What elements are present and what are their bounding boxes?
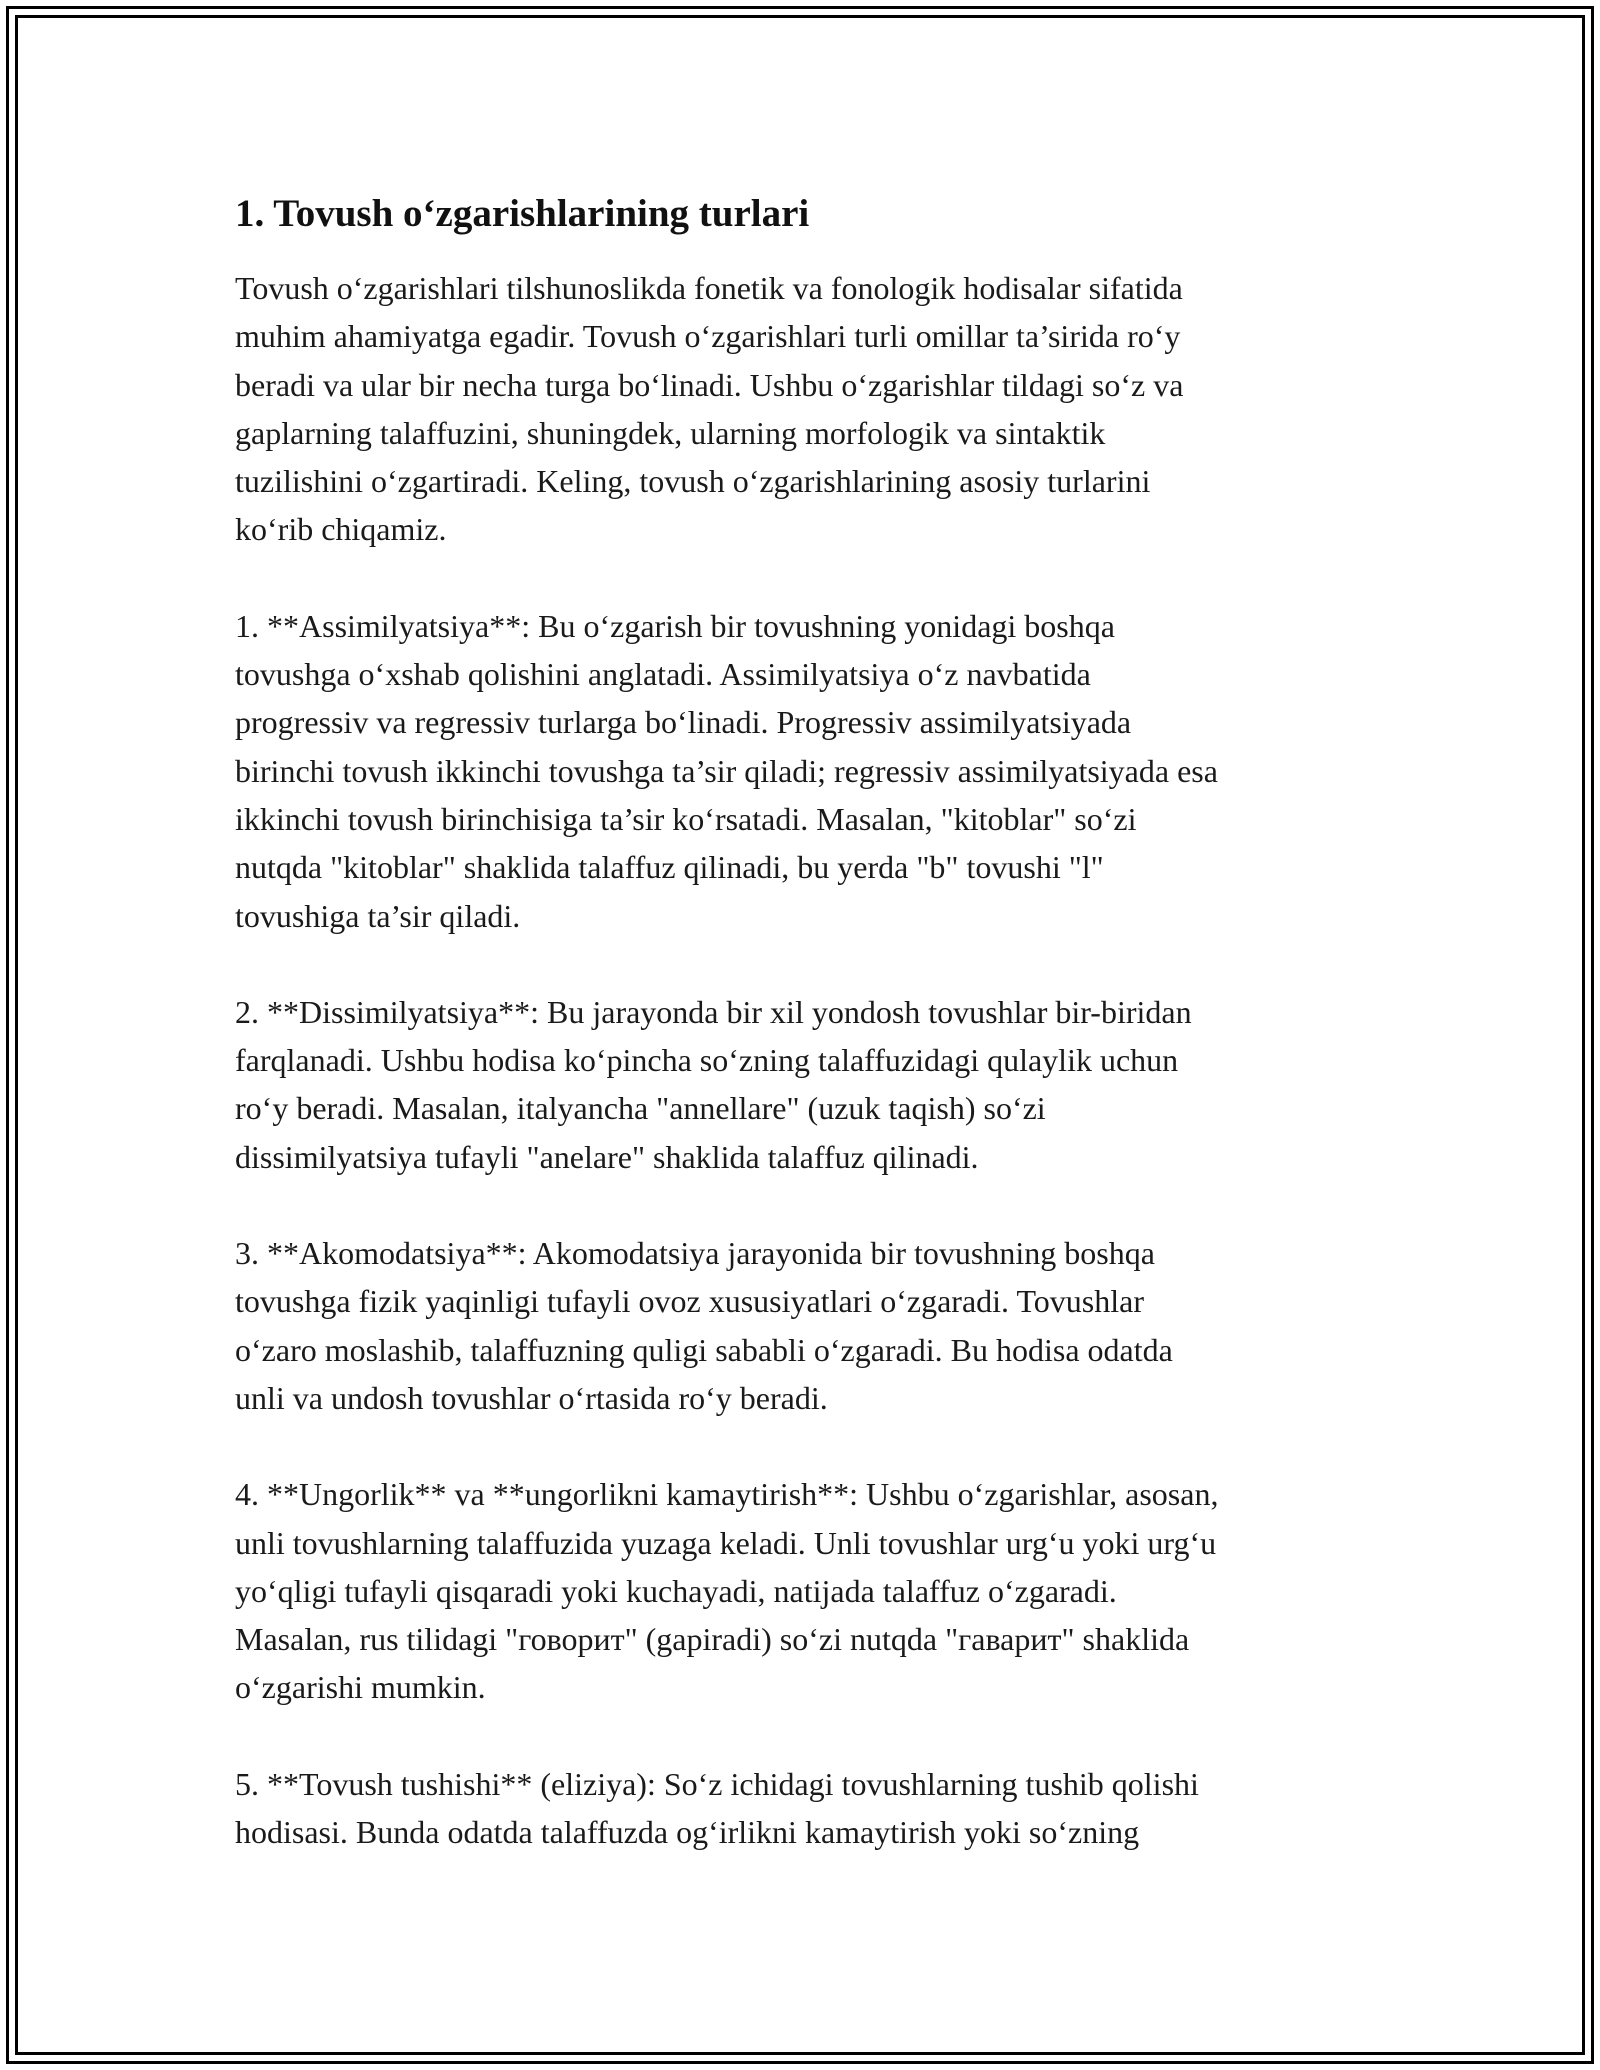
assimilation-paragraph: 1. **Assimilyatsiya**: Bu o‘zgarish bir tovushning yonidagi boshqa tovushga o‘xshab qolishini anglatadi. Assimilyatsiya o‘z navbatida progressiv va regressiv turlarga bo‘linadi. Progressiv assimilyatsiyada birinchi tovush ikkinchi tovushga ta’sir qiladi; regressiv assimilyatsiyada esa ikkinchi tovush birinchisiga ta’sir ko‘rsatadi. Masalan, "kitoblar" so‘zi nutqda "kitoblar" shaklida talaffuz qilinadi, bu yerda "b" tovushi "l" tovushiga ta’sir qiladi. xyxy=(235,607,1218,934)
dissimilation-paragraph: 2. **Dissimilyatsiya**: Bu jarayonda bir xil yondosh tovushlar bir-biridan farqlanadi. Ushbu hodisa ko‘pincha so‘zning talaffuzidagi qulaylik uchun ro‘y beradi. Masalan, italyancha "annellare" (uzuk taqish) so‘zi dissimilyatsiya tufayli "anelare" shaklida talaffuz qilinadi. xyxy=(235,993,1192,1175)
vowel-reduction-paragraph: 4. **Ungorlik** va **ungorlikni kamaytirish**: Ushbu o‘zgarishlar, asosan, unli tovushlarning talaffuzida yuzaga keladi. Unli tovushlar urg‘u yoki urg‘u yo‘qligi tufayli qisqaradi yoki kuchayadi, natijada talaffuz o‘zgaradi. Masalan, rus tilidagi "говорит" (gapiradi) so‘zi nutqda "гаварит" shaklida o‘zgarishi mumkin. xyxy=(235,1476,1219,1706)
accommodation-paragraph: 3. **Akomodatsiya**: Akomodatsiya jarayonida bir tovushning boshqa tovushga fizik yaqinligi tufayli ovoz xususiyatlari o‘zgaradi. Tovushlar o‘zaro moslashib, talaffuzning quligi sababli o‘zgaradi. Bu hodisa odatda unli va undosh tovushlar o‘rtasida ro‘y beradi. xyxy=(235,1235,1173,1416)
intro-paragraph: Tovush o‘zgarishlari tilshunoslikda fonetik va fonologik hodisalar sifatida muhim ahamiyatga egadir. Tovush o‘zgarishlari turli omillar ta’sirida ro‘y beradi va ular bir necha turga bo‘linadi. Ushbu o‘zgarishlar tildagi so‘z va gaplarning talaffuzini, shuningdek, ularning morfologik va sintaktik tuzilishini o‘zgartiradi. Keling, tovush o‘zgarishlarining asosiy turlarini ko‘rib chiqamiz. xyxy=(235,270,1184,548)
document-body xyxy=(235,186,1375,1904)
section-heading: 1. Tovush o‘zgarishlarining turlari xyxy=(235,192,810,235)
elision-paragraph: 5. **Tovush tushishi** (eliziya): So‘z ichidagi tovushlarning tushib qolishi hodisasi. Bunda odatda talaffuzda og‘irlikni kamaytirish yoki so‘zning xyxy=(235,1765,1199,1851)
